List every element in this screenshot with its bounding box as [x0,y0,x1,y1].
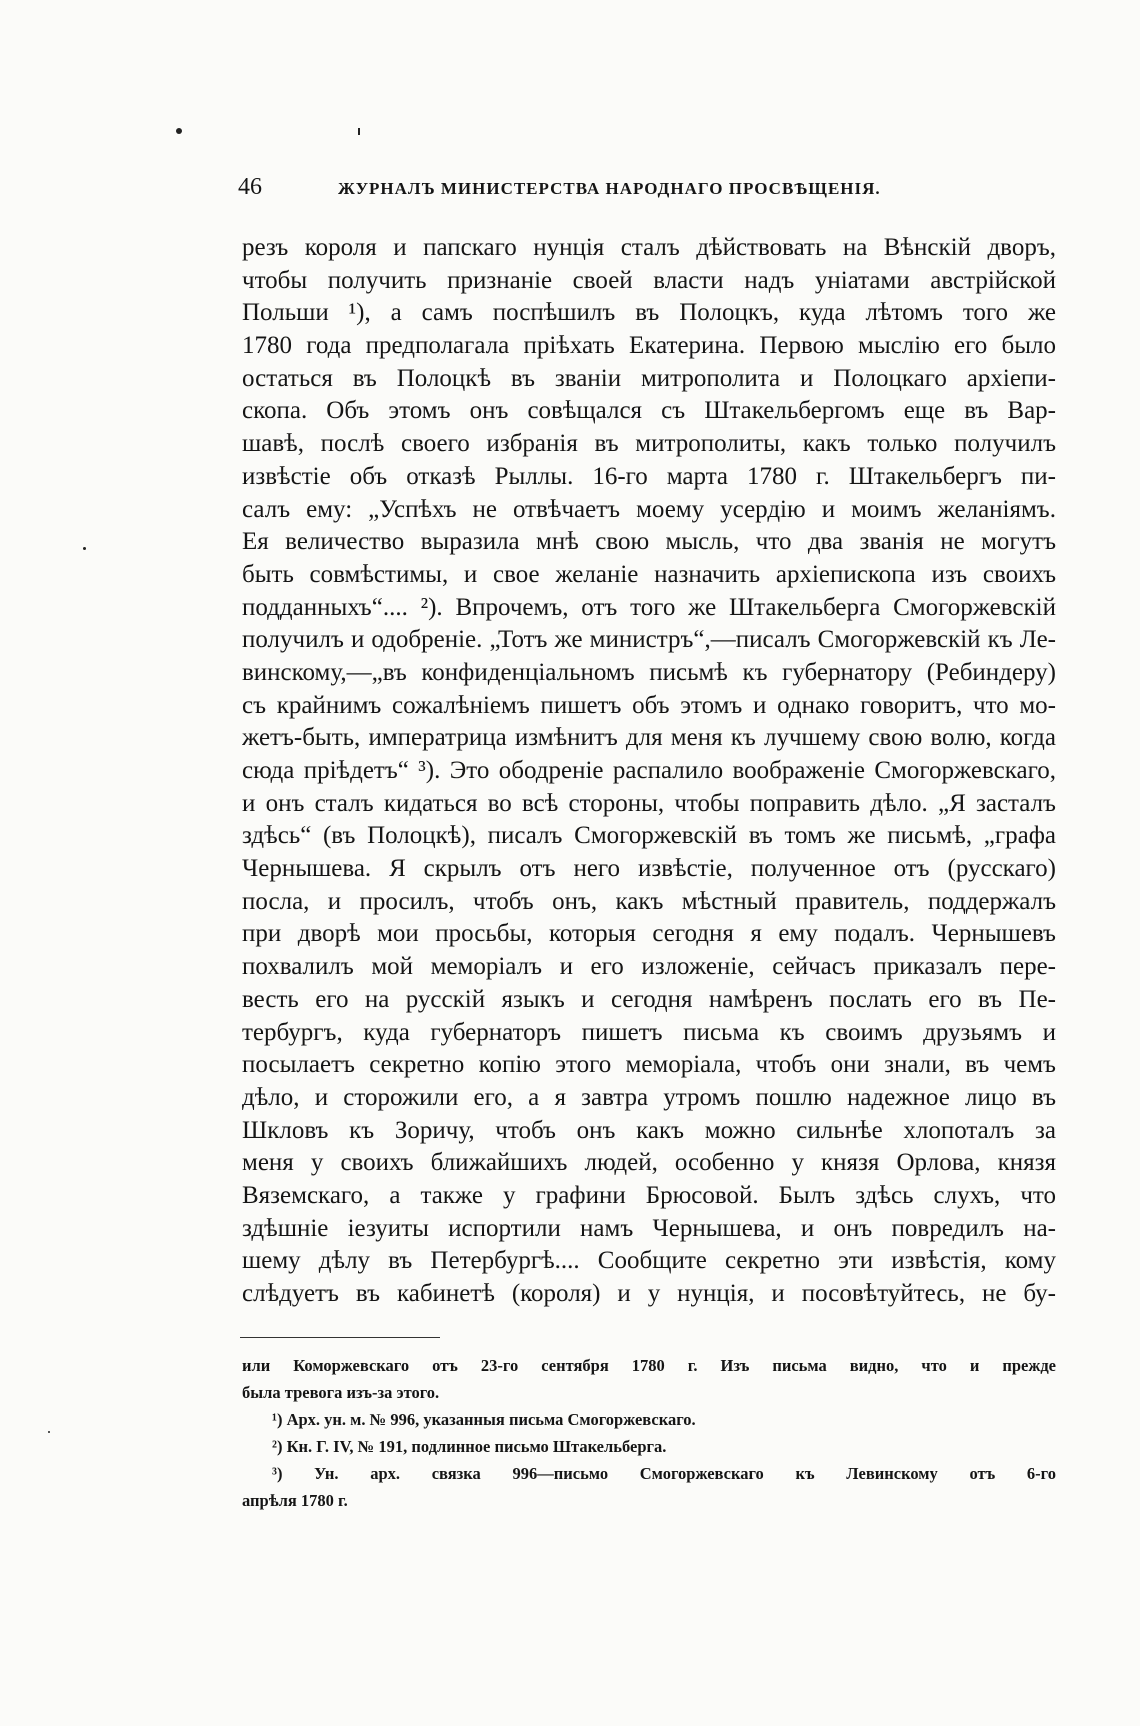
page-number: 46 [238,174,262,200]
text-line: Ея величество выразила мнѣ свою мысль, что два званія не могутъ [242,528,1056,556]
scan-speck [48,1431,50,1433]
footnote-line: ³) Ун. арх. связка 996—письмо Смогоржевскаго къ Левинскому отъ 6-го [272,1464,1056,1483]
running-head: ЖУРНАЛЪ МИНИСТЕРСТВА НАРОДНАГО ПРОСВѢЩЕНІЯ. [338,179,881,198]
text-line: Польши ¹), а самъ поспѣшилъ въ Полоцкъ, куда лѣтомъ того же [242,299,1056,327]
text-line: жетъ-быть, императрица измѣнитъ для меня къ лучшему свою волю, когда [242,724,1056,752]
scan-speck [176,128,182,134]
text-line: при дворѣ мои просьбы, которыя сегодня я ему подалъ. Чернышевъ [242,920,1056,948]
text-line: извѣстіе объ отказѣ Рыллы. 16-го марта 1780 г. Штакельбергъ пи- [242,462,1056,490]
footnote-line: или Коморжевскаго отъ 23-го сентября 1780 г. Изъ письма видно, что и прежде [242,1356,1056,1375]
text-line: похвалилъ мой меморіалъ и его изложеніе, сейчасъ приказалъ пере- [242,953,1056,981]
text-line: и онъ сталъ кидаться во всѣ стороны, чтобы поправить дѣло. „Я засталъ [242,789,1056,817]
text-line: подданныхъ“.... ²). Впрочемъ, отъ того же Штакельберга Смогоржевскій [242,593,1056,621]
text-line: получилъ и одобреніе. „Тотъ же министръ“,—писалъ Смогоржевскій къ Ле- [242,626,1056,654]
footnote-divider [240,1337,440,1338]
text-line: 1780 года предполагала пріѣхать Екатерина. Первою мыслію его было [242,332,1056,360]
text-line: остаться въ Полоцкѣ въ званіи митрополита и Полоцкаго архіепи- [242,364,1056,392]
body-text [242,232,1056,1311]
text-line: Вяземскаго, а также у графини Брюсовой. Былъ здѣсь слухъ, что [242,1181,1056,1209]
text-line: съ крайнимъ сожалѣніемъ пишетъ объ этомъ и однако говоритъ, что мо- [242,691,1056,719]
text-line: Чернышева. Я скрылъ отъ него извѣстіе, полученное отъ (русскаго) [242,855,1056,883]
text-line: чтобы получить признаніе своей власти надъ уніатами австрійской [242,266,1056,294]
footnote-line: ¹) Арх. ун. м. № 996, указанныя письма Смогоржевскаго. [272,1410,696,1429]
footnotes [242,1352,1056,1514]
text-line: Шкловъ къ Зоричу, чтобъ онъ какъ можно сильнѣе хлопоталъ за [242,1116,1056,1144]
page-header [238,174,1028,204]
text-line: шавѣ, послѣ своего избранія въ митрополиты, какъ только получилъ [242,430,1056,458]
text-line: посылаетъ секретно копію этого меморіала, чтобъ они знали, въ чемъ [242,1051,1056,1079]
text-line: шему дѣлу въ Петербургѣ.... Сообщите секретно эти извѣстія, кому [242,1247,1056,1275]
text-line: резъ короля и папскаго нунція сталъ дѣйствовать на Вѣнскій дворъ, [242,234,1056,261]
text-line: винскому,—„въ конфиденціальномъ письмѣ къ губернатору (Ребиндеру) [242,658,1056,686]
text-line: весть его на русскій языкъ и сегодня намѣренъ послать его въ Пе- [242,985,1056,1013]
text-line: слѣдуетъ въ кабинетѣ (короля) и у нунція, и посовѣтуйтесь, не бу- [242,1280,1056,1307]
text-line: здѣсь“ (въ Полоцкѣ), писалъ Смогоржевскій въ томъ же письмѣ, „графа [242,822,1056,850]
footnote-line: ²) Кн. Г. IV, № 191, подлинное письмо Штакельберга. [272,1437,667,1456]
text-line: салъ ему: „Успѣхъ не отвѣчаетъ моему усердію и моимъ желаніямъ. [242,495,1056,523]
text-line: здѣшніе іезуиты испортили намъ Чернышева, и онъ повредилъ на- [242,1214,1056,1242]
text-line: сюда пріѣдетъ“ ³). Это ободреніе распалило воображеніе Смогоржевскаго, [242,757,1056,784]
text-line: дѣло, и сторожили его, а я завтра утромъ пошлю надежное лицо въ [242,1083,1056,1111]
text-line: меня у своихъ ближайшихъ людей, особенно у князя Орлова, князя [242,1149,1056,1177]
scan-speck [358,128,360,135]
scan-speck [83,547,86,550]
text-line: посла, и просилъ, чтобъ онъ, какъ мѣстный правитель, поддержалъ [242,887,1056,915]
footnote-line: была тревога изъ-за этого. [242,1383,440,1402]
text-line: скопа. Объ этомъ онъ совѣщался съ Штакельбергомъ еще въ Вар- [242,397,1056,425]
text-line: быть совмѣстимы, и свое желаніе назначить архіепископа изъ своихъ [242,560,1056,588]
text-line: тербургъ, куда губернаторъ пишетъ письма къ своимъ друзьямъ и [242,1018,1056,1046]
footnote-line: апрѣля 1780 г. [242,1491,348,1510]
